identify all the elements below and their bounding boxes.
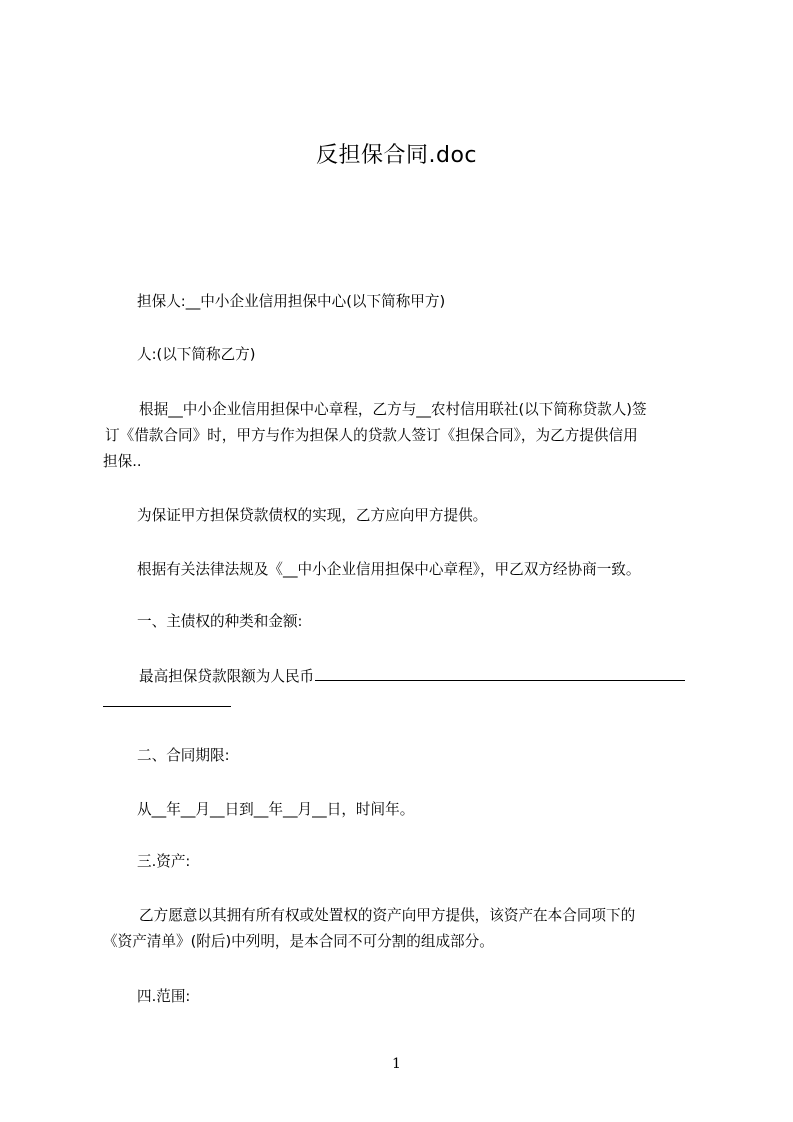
loan-limit-text: 最高担保贷款限额为人民币 (139, 668, 315, 685)
heading-section-4: 四.范围: (137, 988, 191, 1005)
paragraph-purpose: 为保证甲方担保贷款债权的实现，乙方应向甲方提供。 (137, 507, 488, 524)
paragraph-party-b: 人:(以下简称乙方) (137, 346, 256, 363)
paragraph-assets (103, 903, 703, 955)
heading-section-1: 一、主债权的种类和金额: (137, 613, 303, 630)
paragraph-basis-line-2: 订《借款合同》时，甲方与作为担保人的贷款人签订《担保合同》，为乙方提供信用 (105, 427, 638, 444)
paragraph-agreement: 根据有关法律法规及《__中小企业信用担保中心章程》，甲乙双方经协商一致。 (137, 561, 641, 578)
page-number: 1 (392, 1056, 401, 1072)
loan-limit-blank-1 (315, 679, 685, 681)
paragraph-loan-limit (103, 664, 703, 716)
paragraph-basis-line-3: 担保.. (103, 453, 142, 470)
paragraph-term: 从__年__月__日到__年__月__日，时间年。 (137, 801, 415, 818)
paragraph-assets-line-2: 《资产清单》(附后)中列明，是本合同不可分割的组成部分。 (103, 933, 494, 950)
paragraph-loan-limit-line-2 (103, 690, 703, 716)
paragraph-guarantor: 担保人:__中小企业信用担保中心(以下简称甲方) (137, 293, 446, 310)
paragraph-loan-limit-line-1 (103, 664, 703, 690)
loan-limit-blank-2 (103, 705, 231, 707)
document-title: 反担保合同.doc (315, 143, 477, 168)
paragraph-assets-line-1: 乙方愿意以其拥有所有权或处置权的资产向甲方提供，该资产在本合同项下的 (139, 907, 636, 924)
paragraph-basis (103, 397, 703, 475)
heading-section-2: 二、合同期限: (137, 747, 230, 764)
heading-section-3: 三.资产: (137, 853, 191, 870)
paragraph-basis-line-1: 根据__中小企业信用担保中心章程，乙方与__农村信用联社(以下简称贷款人)签 (139, 401, 647, 418)
